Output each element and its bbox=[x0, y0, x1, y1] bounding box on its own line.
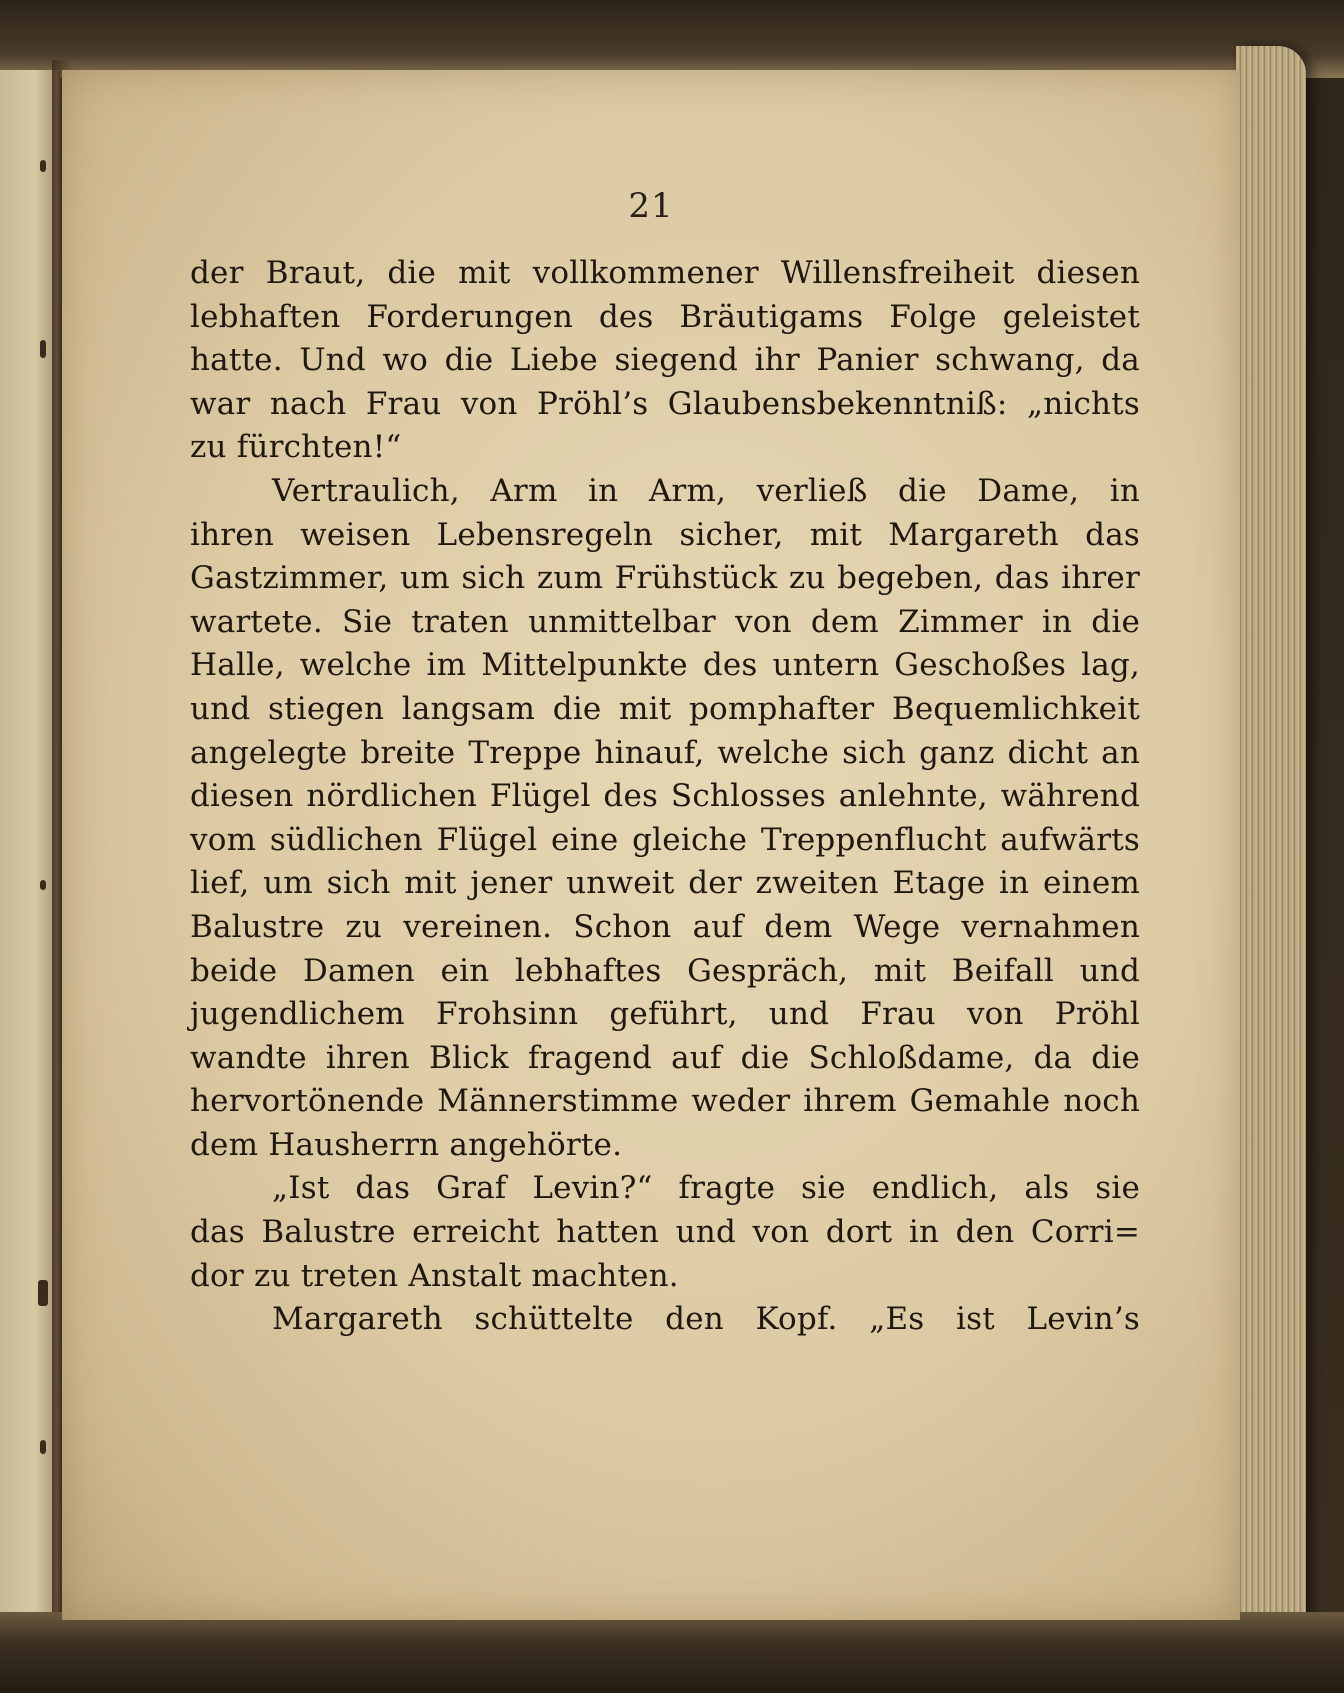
text-line: Gastzimmer, um sich zum Frühstück zu begeben, das ihrer bbox=[190, 560, 1140, 597]
text-line: dor zu treten Anstalt machten. bbox=[190, 1257, 679, 1294]
text-line: „Ist das Graf Levin?“ fragte sie endlich, als sie bbox=[272, 1170, 1140, 1207]
text-line: war nach Frau von Pröhl’s Glaubensbekenntniß: „nichts bbox=[190, 385, 1140, 422]
binding-thread-mark bbox=[38, 1280, 48, 1306]
text-line: und stiegen langsam die mit pomphafter Bequemlichkeit bbox=[190, 690, 1140, 727]
binding-thread-mark bbox=[40, 340, 46, 358]
text-line: lief, um sich mit jener unweit der zweiten Etage in einem bbox=[190, 865, 1140, 902]
text-line: vom südlichen Flügel eine gleiche Treppenflucht aufwärts bbox=[190, 821, 1140, 858]
text-line: jugendlichem Frohsinn geführt, und Frau von Pröhl bbox=[190, 996, 1140, 1033]
text-line: diesen nördlichen Flügel des Schlosses anlehnte, während bbox=[190, 778, 1140, 815]
binding-thread-mark bbox=[40, 160, 46, 172]
text-line: der Braut, die mit vollkommener Willensfreiheit diesen bbox=[190, 255, 1140, 291]
page-text bbox=[190, 252, 1140, 1342]
previous-page-edge bbox=[0, 70, 60, 1630]
text-line: Vertraulich, Arm in Arm, verließ die Dame, in bbox=[272, 472, 1140, 509]
text-line: hervortönende Männerstimme weder ihrem Gemahle noch bbox=[190, 1083, 1140, 1120]
text-line: lebhaften Forderungen des Bräutigams Folge geleistet bbox=[190, 298, 1140, 335]
text-line: Balustre zu vereinen. Schon auf dem Wege vernahmen bbox=[190, 908, 1140, 945]
text-line: hatte. Und wo die Liebe siegend ihr Panier schwang, da bbox=[190, 342, 1140, 379]
page-number: 21 bbox=[628, 186, 674, 226]
book-page bbox=[62, 70, 1240, 1620]
text-line: ihren weisen Lebensregeln sicher, mit Margareth das bbox=[190, 516, 1140, 553]
book-top-edge bbox=[0, 0, 1344, 78]
text-line: das Balustre erreicht hatten und von dort in den Corri= bbox=[190, 1214, 1140, 1251]
text-line: wandte ihren Blick fragend auf die Schloßdame, da die bbox=[190, 1039, 1140, 1076]
page-stack-edge bbox=[1236, 46, 1306, 1646]
text-line: Margareth schüttelte den Kopf. „Es ist Levin’s bbox=[272, 1301, 1140, 1338]
text-line: wartete. Sie traten unmittelbar von dem Zimmer in die bbox=[190, 603, 1140, 640]
text-line: zu fürchten!“ bbox=[190, 429, 402, 466]
text-line: beide Damen ein lebhaftes Gespräch, mit Beifall und bbox=[190, 952, 1140, 989]
binding-thread-mark bbox=[40, 880, 46, 890]
text-line: Halle, welche im Mittelpunkte des untern Geschoßes lag, bbox=[190, 647, 1140, 684]
text-line: dem Hausherrn angehörte. bbox=[190, 1126, 623, 1163]
book-bottom-edge bbox=[0, 1612, 1344, 1693]
text-line: angelegte breite Treppe hinauf, welche sich ganz dicht an bbox=[190, 734, 1140, 771]
binding-thread-mark bbox=[40, 1440, 46, 1454]
